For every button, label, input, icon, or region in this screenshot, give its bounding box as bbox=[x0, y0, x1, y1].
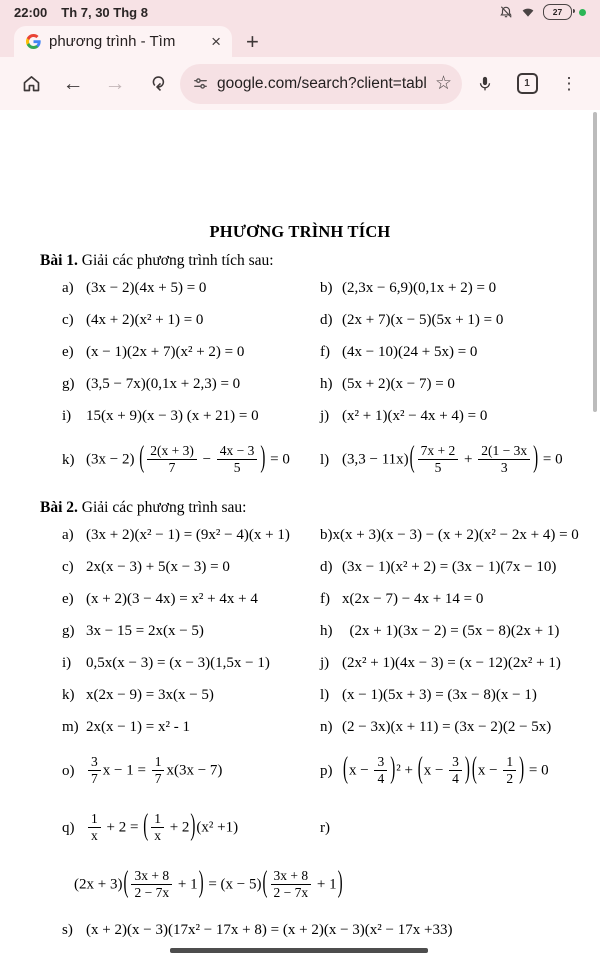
privacy-indicator-dot bbox=[579, 9, 586, 16]
problem-math: x(2x − 7) − 4x + 14 = 0 bbox=[342, 590, 484, 607]
fraction: $\frac{3}{4}$ bbox=[374, 754, 387, 786]
problem-letter: h) bbox=[320, 375, 333, 392]
problem-row bbox=[62, 551, 560, 583]
tab-close-icon[interactable]: × bbox=[211, 32, 221, 51]
problem-letter: a) bbox=[62, 279, 74, 296]
fraction: $\frac{1}{x}$ bbox=[88, 811, 101, 843]
problem-letter: j) bbox=[320, 407, 330, 424]
fraction: $\frac{3}{4}$ bbox=[449, 754, 462, 786]
fraction: $\frac{2(x + 3)}{7}$ bbox=[147, 443, 197, 475]
problem-row bbox=[62, 304, 560, 336]
problem-letter: n) bbox=[320, 718, 333, 735]
problem-math: (2x + 1)(3x − 2) = (5x − 8)(2x + 1) bbox=[349, 622, 560, 639]
voice-search-button[interactable] bbox=[466, 65, 504, 103]
section-heading-bai1 bbox=[40, 252, 560, 270]
browser-toolbar bbox=[0, 57, 600, 110]
problem-math: (3x − 2)(4x + 5) = 0 bbox=[86, 279, 207, 296]
big-paren: ( bbox=[123, 867, 129, 900]
reload-button[interactable]: ⟳ bbox=[146, 75, 168, 92]
problem-row bbox=[62, 800, 560, 857]
problem-letter: l) bbox=[320, 452, 330, 468]
problem-row bbox=[62, 400, 560, 432]
problem-row bbox=[62, 647, 560, 679]
big-paren: ( bbox=[417, 753, 423, 786]
problem-math: x(2x − 9) = 3x(x − 5) bbox=[86, 686, 214, 703]
problem-row bbox=[62, 519, 579, 551]
problem-math: (x − 1)(2x + 7)(x² + 2) = 0 bbox=[86, 343, 245, 360]
clock: 22:00 bbox=[14, 4, 48, 20]
fraction: $\frac{3}{7}$ bbox=[88, 754, 101, 786]
home-button[interactable] bbox=[12, 65, 50, 103]
problem-math: $\frac{3}{7}$ x − 1 = $\frac{1}{7}$ x(3x − 7) bbox=[86, 755, 320, 787]
big-paren: ) bbox=[260, 442, 266, 475]
problem-letter: b) bbox=[320, 279, 333, 296]
problem-letter: g) bbox=[62, 375, 75, 392]
document-title: PHƯƠNG TRÌNH TÍCH bbox=[209, 222, 391, 241]
problem-letter: m) bbox=[62, 718, 79, 735]
problem-row bbox=[62, 368, 560, 400]
problem-math: (2x² + 1)(4x − 3) = (x − 12)(2x² + 1) bbox=[342, 654, 561, 671]
tab-switcher-button[interactable]: 1 bbox=[508, 65, 546, 103]
fraction: $\frac{1}{7}$ bbox=[152, 754, 165, 786]
problem-letter: r) bbox=[320, 820, 330, 836]
problem-math: 15(x + 9)(x − 3) (x + 21) = 0 bbox=[86, 407, 259, 424]
problem-list-bai2 bbox=[62, 519, 579, 946]
forward-button[interactable]: → bbox=[104, 72, 126, 95]
section-heading-bai2 bbox=[40, 499, 560, 517]
problem-letter: g) bbox=[62, 622, 75, 639]
problem-math: 2x(x − 3) + 5(x − 3) = 0 bbox=[86, 558, 230, 575]
google-favicon bbox=[26, 34, 41, 49]
big-paren: ) bbox=[390, 753, 396, 786]
problem-math: (4x + 2)(x² + 1) = 0 bbox=[86, 311, 204, 328]
omnibox[interactable] bbox=[180, 64, 462, 104]
problem-letter: j) bbox=[320, 654, 330, 671]
problem-math: (2,3x − 6,9)(0,1x + 2) = 0 bbox=[342, 279, 497, 296]
problem-row bbox=[62, 615, 560, 647]
section-instruction: Giải các phương trình sau: bbox=[77, 499, 247, 516]
problem-math: b)x(x + 3)(x − 3) − (x + 2)(x² − 2x + 4) = 0 bbox=[320, 526, 579, 543]
problem-math: (x + 2)(3 − 4x) = x² + 4x + 4 bbox=[86, 590, 258, 607]
problem-math: $\frac{1}{x}$ + 2 = ( $\frac{1}{x}$ + 2)(x² +1) bbox=[86, 812, 320, 844]
problem-row bbox=[62, 272, 560, 304]
big-paren: ( bbox=[262, 867, 268, 900]
problem-row bbox=[62, 679, 560, 711]
problem-continuation: (2x + 3)( $\frac{3x + 8}{2 - 7x}$ + 1) = (x − 5)( $\frac{3x + 8}{2 - 7x}$ + 1) bbox=[74, 867, 343, 900]
problem-letter: l) bbox=[320, 686, 330, 703]
problem-letter: h) bbox=[320, 622, 333, 639]
problem-letter: d) bbox=[320, 311, 333, 328]
big-paren: ) bbox=[337, 867, 343, 900]
problem-letter: c) bbox=[62, 558, 74, 575]
tab-strip bbox=[0, 24, 600, 57]
problem-letter: i) bbox=[62, 654, 72, 671]
active-tab[interactable] bbox=[14, 26, 232, 57]
tab-title: phương trình - Tìm bbox=[49, 33, 200, 50]
problem-math: (x − 1)(5x + 3) = (3x − 8)(x − 1) bbox=[342, 686, 537, 703]
problem-letter: i) bbox=[62, 407, 72, 424]
problem-letter: a) bbox=[62, 526, 74, 543]
problem-letter: c) bbox=[62, 311, 74, 328]
problem-math: (5x + 2)(x − 7) = 0 bbox=[342, 375, 455, 392]
problem-row bbox=[62, 583, 560, 615]
fraction: $\frac{1}{2}$ bbox=[503, 754, 516, 786]
horizontal-scrollbar-thumb[interactable] bbox=[170, 948, 428, 953]
url-text[interactable]: google.com/search?client=tabl bbox=[217, 74, 427, 92]
big-paren: ) bbox=[519, 753, 525, 786]
section-label: Bài 2. bbox=[40, 499, 78, 516]
big-paren: ( bbox=[343, 753, 348, 786]
fraction: $\frac{4x - 3}{5}$ bbox=[217, 443, 258, 475]
problem-letter: d) bbox=[320, 558, 333, 575]
problem-row bbox=[62, 914, 560, 946]
big-paren: ( bbox=[409, 442, 415, 475]
notifications-muted-icon bbox=[499, 5, 513, 19]
problem-math: (3,3 − 11x)( $\frac{7x + 2}{5}$ + $\frac{2(1 - 3x}{3}$ ) = 0 bbox=[342, 442, 563, 475]
back-button[interactable]: ← bbox=[62, 72, 84, 95]
problem-math: (4x − 10)(24 + 5x) = 0 bbox=[342, 343, 478, 360]
problem-letter: k) bbox=[62, 452, 75, 468]
problem-math: (2x + 7)(x − 5)(5x + 1) = 0 bbox=[342, 311, 504, 328]
problem-row bbox=[62, 336, 560, 368]
problem-letter: q) bbox=[62, 820, 75, 836]
big-paren: ) bbox=[464, 753, 470, 786]
fraction: $\frac{3x + 8}{2 - 7x}$ bbox=[131, 868, 172, 900]
problem-letter: k) bbox=[62, 686, 75, 703]
bookmark-star-icon[interactable]: ☆ bbox=[434, 73, 452, 94]
problem-math: (x − $\frac{3}{4}$ )² + (x − $\frac{3}{4}$ ) (x − $\frac{1}{2}$ ) = 0 bbox=[343, 753, 549, 786]
fraction: $\frac{1}{x}$ bbox=[151, 811, 164, 843]
problem-row bbox=[62, 857, 560, 914]
vertical-scrollbar-thumb[interactable] bbox=[593, 112, 597, 412]
problem-row bbox=[62, 711, 560, 743]
problem-letter: o) bbox=[62, 763, 75, 779]
fraction: $\frac{7x + 2}{5}$ bbox=[418, 443, 459, 475]
section-instruction: Giải các phương trình tích sau: bbox=[77, 252, 274, 269]
new-tab-button[interactable]: + bbox=[246, 29, 259, 54]
date: Th 7, 30 Thg 8 bbox=[61, 4, 148, 20]
problem-math: (2 − 3x)(x + 11) = (3x − 2)(2 − 5x) bbox=[342, 718, 552, 735]
problem-row bbox=[62, 432, 563, 489]
problem-math: (3,5 − 7x)(0,1x + 2,3) = 0 bbox=[86, 375, 241, 392]
wifi-icon bbox=[520, 5, 536, 19]
big-paren: ) bbox=[198, 867, 204, 900]
big-paren: ) bbox=[190, 810, 196, 843]
menu-kebab-icon[interactable]: ⋮ bbox=[560, 73, 578, 93]
big-paren: ( bbox=[471, 753, 477, 786]
web-page-content bbox=[0, 110, 600, 960]
problem-list-bai1 bbox=[62, 272, 563, 489]
fraction: $\frac{2(1 - 3x}{3}$ bbox=[478, 443, 530, 475]
problem-math: 0,5x(x − 3) = (x − 3)(1,5x − 1) bbox=[86, 654, 270, 671]
problem-math: (x + 2)(x − 3)(17x² − 17x + 8) = (x + 2)(x − 3)(x² − 17x +33) bbox=[86, 921, 453, 938]
section-label: Bài 1. bbox=[40, 252, 78, 269]
problem-math: 2x(x − 1) = x² - 1 bbox=[86, 718, 190, 735]
problem-letter: e) bbox=[62, 590, 74, 607]
problem-letter: e) bbox=[62, 343, 74, 360]
problem-letter: f) bbox=[320, 590, 330, 607]
problem-letter: s) bbox=[62, 921, 73, 938]
problem-letter: p) bbox=[320, 763, 333, 779]
problem-row bbox=[62, 743, 560, 800]
site-settings-icon[interactable] bbox=[192, 75, 209, 92]
fraction: $\frac{3x + 8}{2 - 7x}$ bbox=[271, 868, 312, 900]
problem-math: 3x − 15 = 2x(x − 5) bbox=[86, 622, 204, 639]
problem-math: (3x − 2) ( $\frac{2(x + 3)}{7}$ − $\frac{4x - 3}{5}$ ) = 0 bbox=[86, 442, 290, 475]
problem-math: (x² + 1)(x² − 4x + 4) = 0 bbox=[342, 407, 488, 424]
battery-icon: 27 bbox=[543, 4, 572, 20]
problem-math: (3x − 1)(x² + 2) = (3x − 1)(7x − 10) bbox=[342, 558, 557, 575]
problem-letter: f) bbox=[320, 343, 330, 360]
problem-math: (3x + 2)(x² − 1) = (9x² − 4)(x + 1) bbox=[86, 526, 290, 543]
big-paren: ( bbox=[143, 810, 149, 843]
big-paren: ( bbox=[139, 442, 145, 475]
status-bar bbox=[0, 0, 600, 24]
big-paren: ) bbox=[533, 442, 539, 475]
